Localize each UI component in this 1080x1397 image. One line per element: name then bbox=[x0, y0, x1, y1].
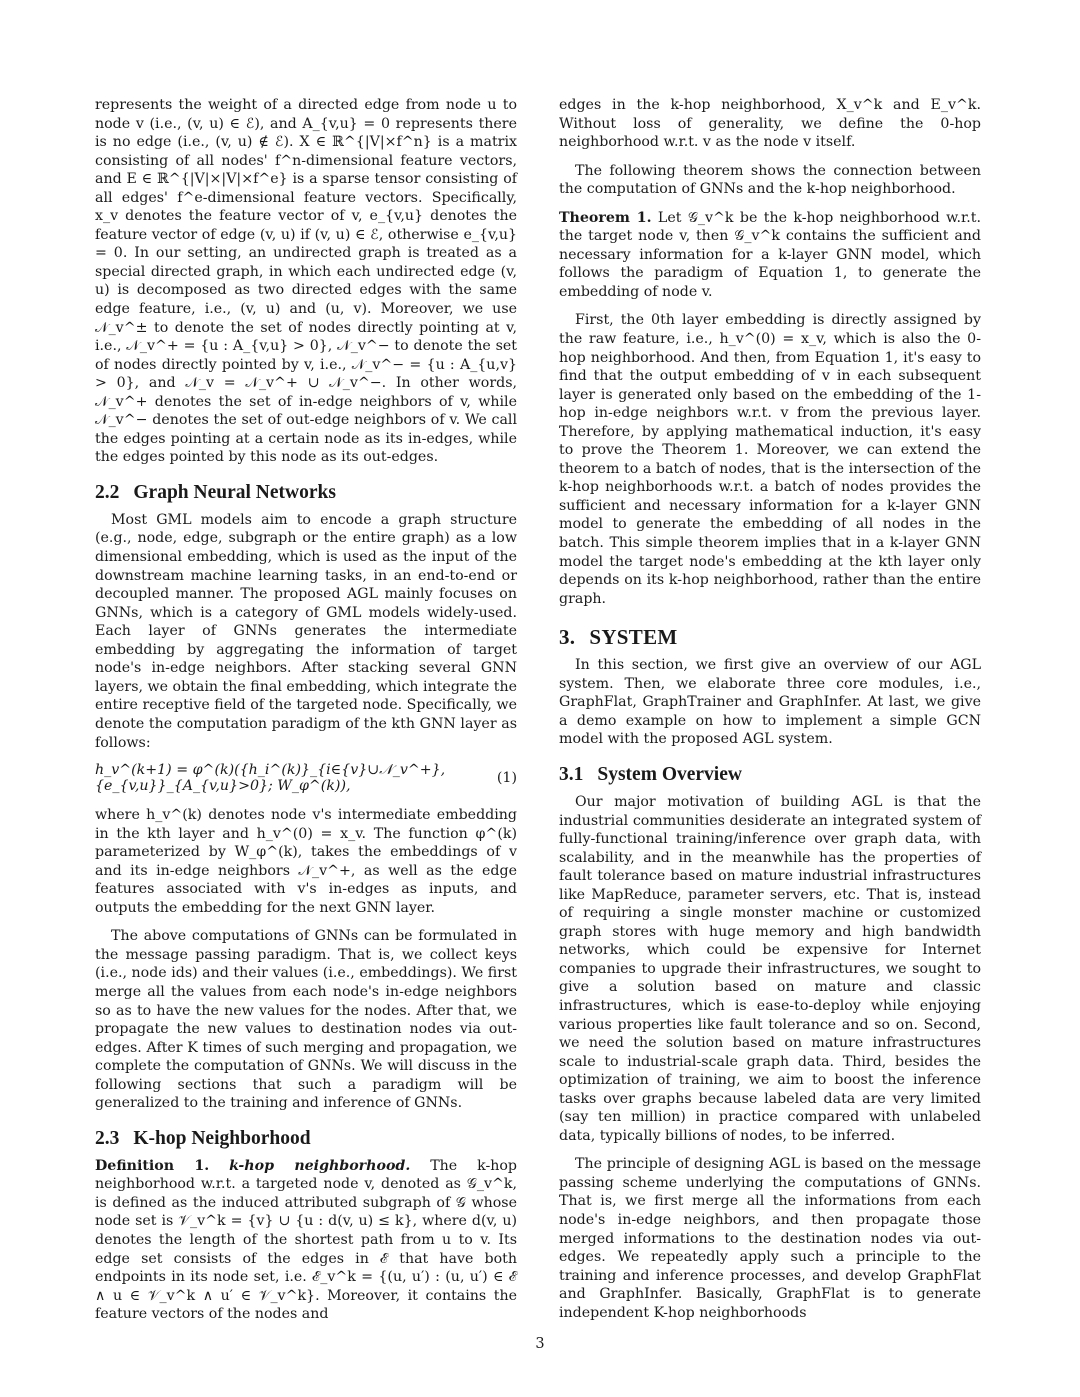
right-column bbox=[559, 96, 981, 1332]
paragraph-system-intro: In this section, we first give an overview of our AGL system. Then, we elaborate three core modules, i.e., GraphFlat, GraphTrainer and GraphInfer. At last, we give a demo example on how to implement a simple GCN model with the proposed AGL system. bbox=[559, 657, 981, 748]
paragraph-theorem-intro: The following theorem shows the connection between the computation of GNNs and the k-hop neighborhood. bbox=[559, 162, 981, 198]
section-number: 2.3 bbox=[95, 1127, 120, 1149]
paragraph-notation: represents the weight of a directed edge from node u to node v (i.e., (v, u) ∈ ℰ), and A_{v,u} = 0 represents there is no edge (i.e., (v, u) ∉ ℰ). X ∈ ℝ^{|V|×f^n} is a matrix consisting of all nodes' f^n-dimensional feature vectors, and E ∈ ℝ^{|V|×|V|×f^e} is a sparse tensor consisting of all edges' f^e-dimensional feature vectors. Specifically, x_v denotes the feature vector of v, e_{v,u} denotes the feature vector of edge (v, u) if (v, u) ∈ ℰ, otherwise e_{v,u} = 0. In our setting, an undirected graph is treated as a special directed graph, in which each undirected edge (v, u) is decomposed as two directed edges with the same edge feature, i.e., (v, u) and (u, v). Moreover, we use 𝒩_v^± to denote the set of nodes directly pointing at v, i.e., 𝒩_v^+ = {u : A_{v,u} > 0}, 𝒩_v^− to denote the set of nodes directly pointed by v, i.e., 𝒩_v^− = {u : A_{u,v} > 0}, and 𝒩_v = 𝒩_v^+ ∪ 𝒩_v^−. In other words, 𝒩_v^+ denotes the set of in-edge neighbors of v, while 𝒩_v^− denotes the set of out-edge neighbors of v. We call the edges pointing at a certain node as its in-edges, while the edges pointed by this node as its out-edges. bbox=[95, 97, 517, 466]
definition-body: The k-hop neighborhood w.r.t. a targeted node v, denoted as 𝒢_v^k, is defined as the induced attributed subgraph of 𝒢 whose node set is 𝒱_v^k = {v} ∪ {u : d(v, u) ≤ k}, where d(v, u) denotes the length of the shortest path from u to v. Its edge set consists of the edges in ℰ that have both endpoints in its node set, i.e. ℰ_v^k = {(u, u′) : (u, u′) ∈ ℰ ∧ u ∈ 𝒱_v^k ∧ u′ ∈ 𝒱_v^k}. Moreover, it contains the feature vectors of the nodes and bbox=[95, 1157, 517, 1323]
paragraph-gnn-intro: Most GML models aim to encode a graph structure (e.g., node, edge, subgraph or the entire graph) as a low dimensional embedding, which is used as the input of the downstream machine learning tasks, in an end-to-end or decoupled manner. The proposed AGL mainly focuses on GNNs, which is a category of GML models widely-used. Each layer of GNNs generates the intermediate embedding by aggregating the information of target node's in-edge neighbors. After stacking several GNN layers, we obtain the final embedding, which integrate the entire receptive field of the targeted node. Specifically, we denote the computation paradigm of the kth GNN layer as follows: bbox=[95, 511, 517, 751]
section-title: K-hop Neighborhood bbox=[133, 1127, 311, 1149]
definition-label: Definition 1. bbox=[95, 1157, 210, 1174]
section-title: System Overview bbox=[597, 763, 742, 785]
section-heading-3-1 bbox=[559, 763, 981, 787]
paragraph-khop-continued: edges in the k-hop neighborhood, X_v^k and E_v^k. Without loss of generality, we define the 0-hop neighborhood w.r.t. v as the node v itself. bbox=[559, 97, 981, 151]
section-heading-2-2 bbox=[95, 481, 517, 505]
section-number: 3. bbox=[559, 625, 576, 650]
section-title: SYSTEM bbox=[589, 625, 678, 650]
paragraph-design-principle: The principle of designing AGL is based on the message passing scheme underlying the computations of GNNs. That is, we first merge all the informations from each node's in-edge neighbors, and then propagate those merged informations to the destination nodes via out-edges. We repeatedly apply such a principle to the training and inference processes, and develop GraphFlat and GraphInfer. Basically, GraphFlat is to generate independent K-hop neighborhoods bbox=[559, 1156, 981, 1321]
section-number: 2.2 bbox=[95, 481, 120, 503]
section-title: Graph Neural Networks bbox=[133, 481, 336, 503]
definition-title: k-hop neighborhood. bbox=[229, 1157, 411, 1174]
paragraph-system-overview: Our major motivation of building AGL is that the industrial communities desiderate an integrated system of fully-functional training/inference over graph data, with scalability, and in the meanwhile has the properties of fault tolerance based on mature industrial infrastructures like MapReduce, parameter servers, etc. That is, instead of requiring a single monster machine or customized graph stores with huge memory and high bandwidth networks, which could be expensive for Internet companies to upgrade their infrastructures, we sought to give a solution based on mature and classic infrastructures, which is ease-to-deploy while enjoying various properties like fault tolerance and so on. Second, we need the solution based on mature infrastructures scale to industrial-scale graph data. Third, besides the optimization of training, we aim to boost the inference tasks over graphs because labeled data are very limited (say ten million) in practice compared with unlabeled data, typically billions of nodes, to be inferred. bbox=[559, 793, 981, 1144]
equation-1 bbox=[95, 762, 517, 794]
left-column bbox=[95, 96, 517, 1334]
paragraph-definition-1 bbox=[95, 1157, 517, 1324]
theorem-body: Let 𝒢_v^k be the k-hop neighborhood w.r.t. the target node v, then 𝒢_v^k contains the sufficient and necessary information for a k-layer GNN model, which follows the paradigm of Equation 1, to generate the embedding of node v. bbox=[559, 209, 981, 300]
page-number: 3 bbox=[535, 1336, 545, 1352]
paragraph-gnn-where: where h_v^(k) denotes node v's intermediate embedding in the kth layer and h_v^(0) = x_v. The function φ^(k) parameterized by W_φ^(k), takes the embeddings of v and its in-edge neighbors 𝒩_v^+, as well as the edge features associated with v's in-edges as inputs, and outputs the embedding for the next GNN layer. bbox=[95, 807, 517, 916]
equation-number: (1) bbox=[496, 770, 517, 787]
paragraph-proof: First, the 0th layer embedding is directly assigned by the raw feature, i.e., h_v^(0) = x_v, which is also the 0-hop neighborhood. And then, from Equation 1, it's easy to find that the output embedding of v in each subsequent layer is generated only based on the embedding of the 1-hop in-edge neighbors w.r.t. v from the previous layer. Therefore, by applying mathematical induction, it's easy to prove the Theorem 1. Moreover, we can extend the theorem to a batch of nodes, that is the intersection of the k-hop neighborhoods w.r.t. a batch of nodes provides the sufficient and necessary information for a k-layer GNN model to generate the embedding of all nodes in the batch. This simple theorem implies that in a k-layer GNN model the target node's embedding at the kth layer only depends on its k-hop neighborhood, rather than the entire graph. bbox=[559, 312, 981, 607]
section-heading-3 bbox=[559, 624, 981, 650]
paragraph-theorem-1 bbox=[559, 209, 981, 302]
section-number: 3.1 bbox=[559, 763, 584, 785]
section-heading-2-3 bbox=[95, 1127, 517, 1151]
theorem-label: Theorem 1. bbox=[559, 209, 652, 226]
equation-body: h_v^(k+1) = φ^(k)({h_i^(k)}_{i∈{v}∪𝒩_v^+}, {e_{v,u}}_{A_{v,u}>0}; W_φ^(k)), bbox=[95, 762, 446, 795]
paragraph-message-passing: The above computations of GNNs can be formulated in the message passing paradigm. That is, we collect keys (i.e., node ids) and their values (i.e., embeddings). We first merge all the values from each node's in-edge neighbors so as to have the new values for the nodes. After that, we propagate the new values to destination nodes via out-edges. After K times of such merging and propagation, we complete the computation of GNNs. We will discuss in the following sections that such a paradigm will be generalized to the training and inference of GNNs. bbox=[95, 928, 517, 1112]
